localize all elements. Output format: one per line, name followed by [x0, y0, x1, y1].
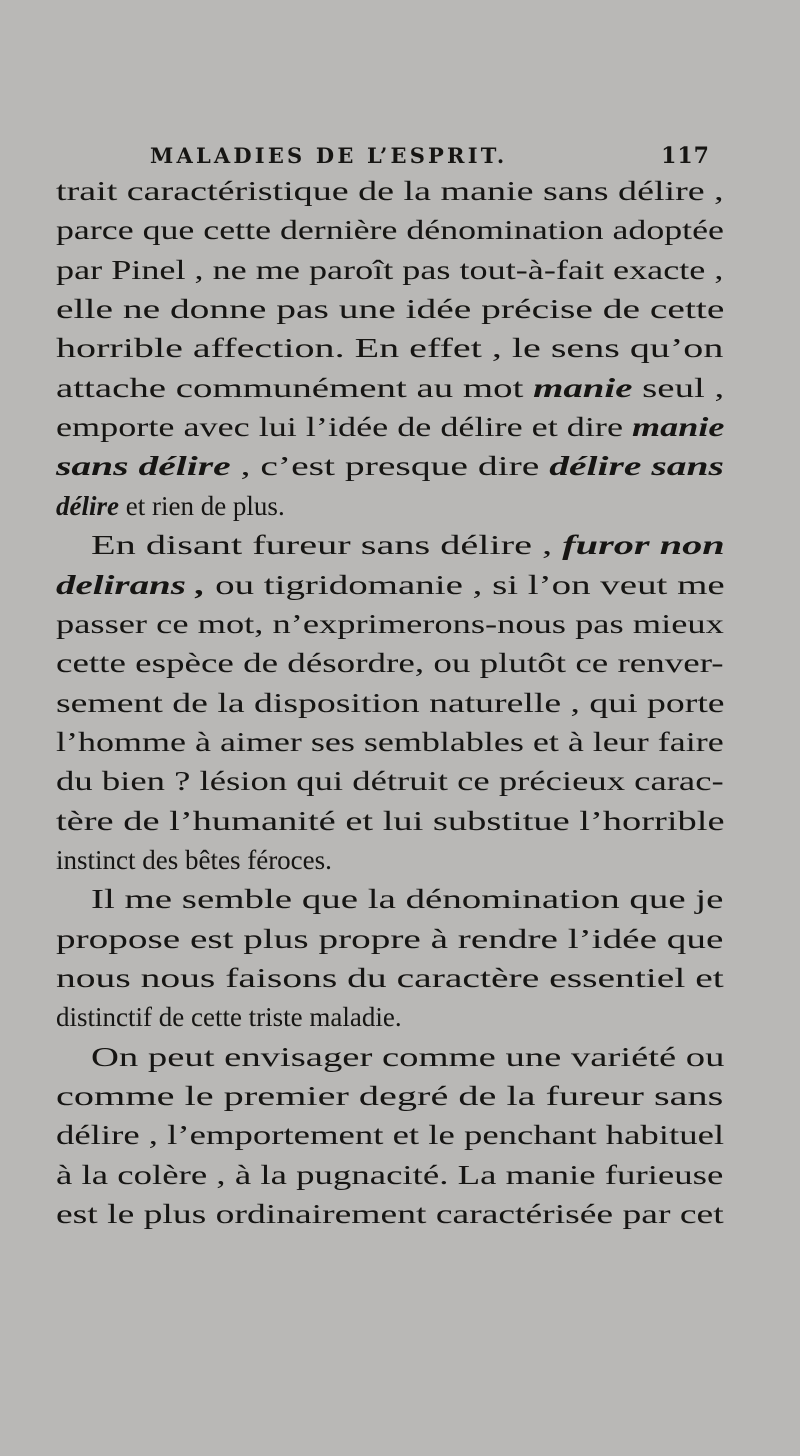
text-run: emporte avec lui l’idée de délire et dire [56, 412, 633, 442]
text-run: par Pinel , ne me paroît pas tout-à-fait exacte , [56, 255, 724, 285]
italic-text: sans délire [56, 451, 231, 481]
text-run: propose est plus propre à rendre l’idée que [56, 924, 724, 954]
text-line [56, 410, 724, 444]
text-line [56, 213, 724, 247]
text-run: En disant fureur sans délire , [91, 530, 563, 560]
text-run: comme le premier degré de la fureur sans [56, 1081, 724, 1111]
text-line [56, 489, 285, 523]
text-line [56, 843, 332, 877]
text-run: et rien de plus. [118, 491, 285, 521]
text-run: On peut envisager comme une variété ou [91, 1042, 725, 1072]
text-run: sement de la disposition naturelle , qui porte [56, 688, 725, 718]
text-run: nous nous faisons du caractère essentiel et [56, 963, 724, 993]
text-line [56, 371, 724, 405]
italic-text: délire [56, 491, 119, 521]
text-run: attache communément au mot [56, 373, 534, 403]
text-run: instinct des bêtes féroces. [56, 845, 332, 875]
text-line [56, 253, 723, 287]
text-run: distinctif de cette triste maladie. [56, 1002, 402, 1032]
text-run: parce que cette dernière dénomination adoptée [56, 215, 724, 245]
text-run: à la colère , à la pugnacité. La manie furieuse [56, 1160, 724, 1190]
text-line [56, 686, 725, 720]
text-line [56, 1158, 723, 1192]
text-line [91, 528, 725, 562]
text-line [56, 922, 723, 956]
text-line [56, 1079, 723, 1113]
text-line [56, 331, 723, 365]
italic-text: delirans , [56, 570, 206, 600]
italic-text: manie [533, 373, 633, 403]
text-run: passer ce mot, n’exprimerons-nous pas mieux [56, 609, 724, 639]
italic-text: délire sans [549, 451, 724, 481]
text-line [56, 1000, 402, 1034]
text-line [56, 961, 724, 995]
text-line [56, 174, 724, 208]
italic-text: furor non [562, 530, 725, 560]
text-run: l’homme à aimer ses semblables et à leur faire [56, 727, 724, 757]
text-run: délire , l’emportement et le penchant habituel [56, 1120, 725, 1150]
text-line [56, 607, 724, 641]
text-run: elle ne donne pas une idée précise de cette [56, 294, 725, 324]
text-line [56, 449, 724, 483]
text-line [56, 568, 725, 602]
text-line [56, 804, 725, 838]
text-run: tère de l’humanité et lui substitue l’horrible [56, 806, 725, 836]
text-run: est le plus ordinairement caractérisée par cet [56, 1199, 724, 1229]
text-line [56, 1118, 724, 1152]
italic-text: manie [632, 412, 725, 442]
text-line [56, 764, 724, 798]
text-run: Il me semble que la dénomination que je [91, 884, 724, 914]
text-line [56, 1197, 724, 1231]
text-run: cette espèce de désordre, ou plutôt ce renver- [56, 648, 724, 678]
text-run: ou tigridomanie , si l’on veut me [205, 570, 725, 600]
text-run: , c’est presque dire [230, 451, 550, 481]
text-line [91, 882, 723, 916]
running-head: MALADIES DE L’ESPRIT. [150, 143, 508, 168]
text-run: trait caractéristique de la manie sans délire , [56, 176, 724, 206]
text-line [56, 292, 724, 326]
text-run: horrible affection. En effet , le sens qu’on [56, 333, 724, 363]
text-run: seul , [632, 373, 725, 403]
text-line [91, 1040, 724, 1074]
text-run: du bien ? lésion qui détruit ce précieux carac- [56, 766, 724, 796]
text-line [56, 725, 724, 759]
page-number: 117 [661, 143, 710, 169]
text-line [56, 646, 724, 680]
